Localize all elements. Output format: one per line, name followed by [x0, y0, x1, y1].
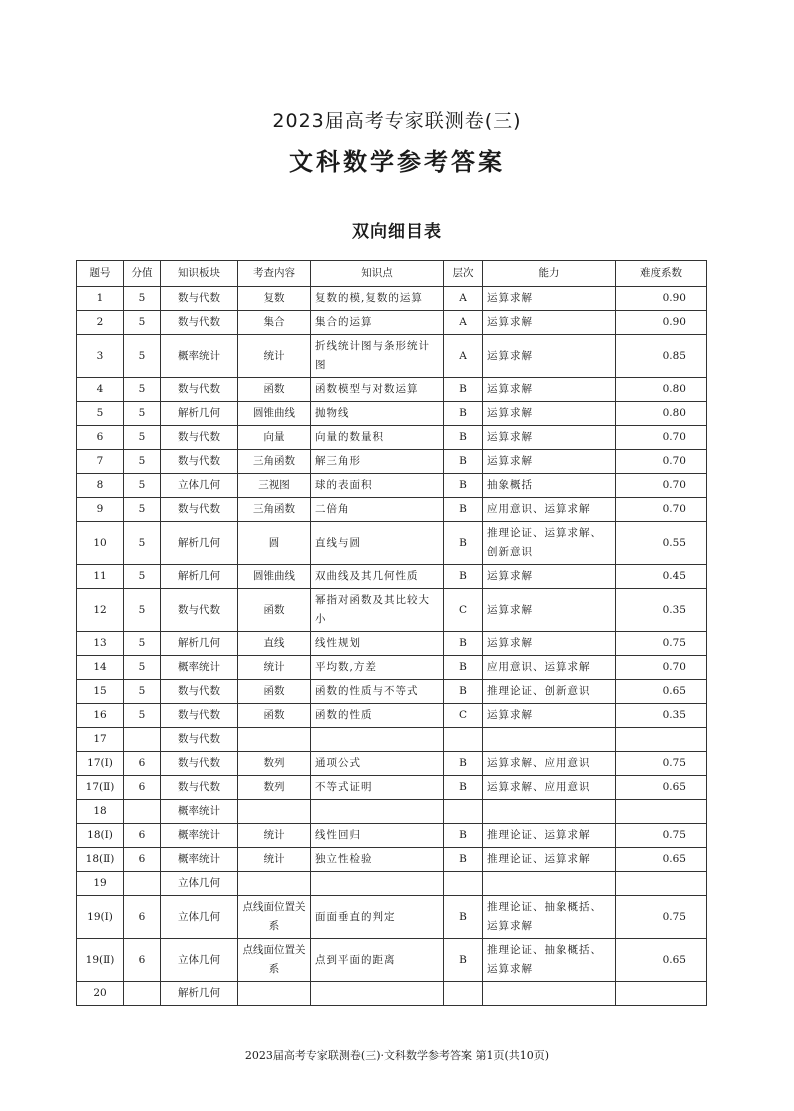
cell-difficulty: 0.80 — [616, 402, 707, 426]
cell-content: 向量 — [238, 426, 311, 450]
cell-number: 16 — [77, 704, 124, 728]
cell-level: B — [444, 402, 483, 426]
cell-ability: 运算求解 — [483, 402, 616, 426]
cell-content — [238, 982, 311, 1006]
table-row — [77, 426, 707, 450]
cell-knowledge-block: 数与代数 — [161, 287, 238, 311]
cell-knowledge-point — [311, 982, 444, 1006]
cell-level: B — [444, 474, 483, 498]
cell-difficulty: 0.75 — [616, 896, 707, 939]
cell-score: 5 — [124, 287, 161, 311]
cell-level: B — [444, 896, 483, 939]
cell-ability: 推理论证、运算求解 — [483, 848, 616, 872]
cell-knowledge-point: 函数的性质与不等式 — [311, 680, 444, 704]
cell-level — [444, 872, 483, 896]
cell-difficulty: 0.85 — [616, 335, 707, 378]
table-row — [77, 378, 707, 402]
table-row — [77, 287, 707, 311]
cell-number: 13 — [77, 632, 124, 656]
cell-difficulty: 0.35 — [616, 589, 707, 632]
cell-score: 6 — [124, 824, 161, 848]
cell-knowledge-block: 概率统计 — [161, 800, 238, 824]
cell-score: 6 — [124, 939, 161, 982]
cell-difficulty: 0.65 — [616, 680, 707, 704]
cell-score: 6 — [124, 752, 161, 776]
cell-number: 17(Ⅰ) — [77, 752, 124, 776]
cell-knowledge-block: 数与代数 — [161, 704, 238, 728]
cell-number: 14 — [77, 656, 124, 680]
table-row — [77, 680, 707, 704]
cell-number: 9 — [77, 498, 124, 522]
cell-score: 5 — [124, 378, 161, 402]
cell-knowledge-block: 解析几何 — [161, 402, 238, 426]
cell-level: A — [444, 335, 483, 378]
cell-score — [124, 728, 161, 752]
cell-score — [124, 872, 161, 896]
table-header-row — [77, 261, 707, 287]
cell-number: 7 — [77, 450, 124, 474]
cell-content — [238, 800, 311, 824]
cell-level: B — [444, 450, 483, 474]
cell-knowledge-point: 直线与圆 — [311, 522, 444, 565]
cell-knowledge-block: 概率统计 — [161, 848, 238, 872]
cell-level: B — [444, 680, 483, 704]
cell-level: C — [444, 704, 483, 728]
cell-content: 统计 — [238, 848, 311, 872]
cell-ability: 推理论证、创新意识 — [483, 680, 616, 704]
cell-ability: 运算求解 — [483, 632, 616, 656]
cell-level: B — [444, 776, 483, 800]
cell-level — [444, 982, 483, 1006]
cell-number: 5 — [77, 402, 124, 426]
cell-level: B — [444, 426, 483, 450]
cell-difficulty: 0.70 — [616, 656, 707, 680]
cell-knowledge-point: 向量的数量积 — [311, 426, 444, 450]
column-header-number: 题号 — [77, 261, 124, 287]
cell-difficulty: 0.90 — [616, 287, 707, 311]
table-row — [77, 450, 707, 474]
cell-content: 三角函数 — [238, 498, 311, 522]
cell-knowledge-point: 不等式证明 — [311, 776, 444, 800]
cell-level: B — [444, 498, 483, 522]
cell-level: A — [444, 311, 483, 335]
cell-ability: 应用意识、运算求解 — [483, 656, 616, 680]
exam-series-title: 2023届高考专家联测卷(三) — [272, 110, 522, 132]
cell-knowledge-block: 数与代数 — [161, 680, 238, 704]
cell-score: 5 — [124, 704, 161, 728]
table-row — [77, 402, 707, 426]
cell-content: 集合 — [238, 311, 311, 335]
cell-content — [238, 872, 311, 896]
cell-number: 8 — [77, 474, 124, 498]
cell-knowledge-block: 概率统计 — [161, 824, 238, 848]
cell-knowledge-point: 通项公式 — [311, 752, 444, 776]
cell-difficulty: 0.65 — [616, 848, 707, 872]
table-row — [77, 565, 707, 589]
cell-knowledge-block: 解析几何 — [161, 632, 238, 656]
column-header-difficulty: 难度系数 — [616, 261, 707, 287]
cell-knowledge-point: 抛物线 — [311, 402, 444, 426]
cell-level: B — [444, 522, 483, 565]
cell-knowledge-point — [311, 728, 444, 752]
cell-number: 2 — [77, 311, 124, 335]
cell-score: 5 — [124, 402, 161, 426]
cell-content: 点线面位置关系 — [238, 939, 311, 982]
cell-level — [444, 800, 483, 824]
cell-score — [124, 982, 161, 1006]
cell-score: 5 — [124, 311, 161, 335]
cell-score: 5 — [124, 632, 161, 656]
document-title: 文科数学参考答案 — [289, 148, 505, 176]
column-header-content: 考查内容 — [238, 261, 311, 287]
cell-content: 函数 — [238, 704, 311, 728]
cell-difficulty — [616, 872, 707, 896]
cell-level: C — [444, 589, 483, 632]
cell-content: 直线 — [238, 632, 311, 656]
cell-ability: 运算求解、应用意识 — [483, 752, 616, 776]
table-row — [77, 498, 707, 522]
cell-content: 三角函数 — [238, 450, 311, 474]
cell-difficulty: 0.80 — [616, 378, 707, 402]
cell-content: 数列 — [238, 776, 311, 800]
cell-ability: 推理论证、运算求解、创新意识 — [483, 522, 616, 565]
cell-difficulty: 0.75 — [616, 824, 707, 848]
cell-ability: 运算求解 — [483, 311, 616, 335]
cell-knowledge-point: 解三角形 — [311, 450, 444, 474]
cell-difficulty — [616, 800, 707, 824]
table-row — [77, 800, 707, 824]
table-row — [77, 656, 707, 680]
column-header-level: 层次 — [444, 261, 483, 287]
cell-difficulty: 0.75 — [616, 632, 707, 656]
table-row — [77, 474, 707, 498]
cell-number: 4 — [77, 378, 124, 402]
cell-content: 统计 — [238, 656, 311, 680]
cell-ability: 运算求解 — [483, 589, 616, 632]
cell-ability: 运算求解 — [483, 704, 616, 728]
cell-knowledge-block: 解析几何 — [161, 522, 238, 565]
cell-ability: 运算求解 — [483, 565, 616, 589]
cell-number: 19(Ⅰ) — [77, 896, 124, 939]
cell-ability — [483, 800, 616, 824]
cell-knowledge-point: 球的表面积 — [311, 474, 444, 498]
cell-knowledge-point: 幂指对函数及其比较大小 — [311, 589, 444, 632]
cell-knowledge-block: 数与代数 — [161, 752, 238, 776]
table-row — [77, 776, 707, 800]
cell-score: 5 — [124, 498, 161, 522]
cell-knowledge-block: 解析几何 — [161, 982, 238, 1006]
cell-knowledge-point: 集合的运算 — [311, 311, 444, 335]
cell-score: 5 — [124, 522, 161, 565]
cell-knowledge-block: 立体几何 — [161, 474, 238, 498]
cell-knowledge-block: 数与代数 — [161, 776, 238, 800]
cell-knowledge-block: 数与代数 — [161, 498, 238, 522]
cell-knowledge-point: 面面垂直的判定 — [311, 896, 444, 939]
column-header-knowledge-point: 知识点 — [311, 261, 444, 287]
cell-ability — [483, 982, 616, 1006]
table-row — [77, 752, 707, 776]
cell-content: 函数 — [238, 589, 311, 632]
cell-number: 20 — [77, 982, 124, 1006]
cell-number: 18 — [77, 800, 124, 824]
cell-score: 5 — [124, 474, 161, 498]
cell-number: 15 — [77, 680, 124, 704]
cell-level: B — [444, 565, 483, 589]
cell-content — [238, 728, 311, 752]
cell-difficulty: 0.45 — [616, 565, 707, 589]
cell-knowledge-block: 数与代数 — [161, 311, 238, 335]
column-header-score: 分值 — [124, 261, 161, 287]
cell-content: 复数 — [238, 287, 311, 311]
cell-level: B — [444, 824, 483, 848]
cell-knowledge-point: 双曲线及其几何性质 — [311, 565, 444, 589]
cell-knowledge-point: 线性回归 — [311, 824, 444, 848]
table-row — [77, 704, 707, 728]
column-header-ability: 能力 — [483, 261, 616, 287]
cell-number: 19 — [77, 872, 124, 896]
cell-difficulty: 0.70 — [616, 474, 707, 498]
cell-ability: 推理论证、抽象概括、运算求解 — [483, 939, 616, 982]
cell-knowledge-point — [311, 800, 444, 824]
table-row — [77, 939, 707, 982]
cell-knowledge-point: 二倍角 — [311, 498, 444, 522]
cell-difficulty: 0.90 — [616, 311, 707, 335]
cell-ability — [483, 872, 616, 896]
cell-knowledge-point: 独立性检验 — [311, 848, 444, 872]
cell-level: B — [444, 939, 483, 982]
cell-knowledge-block: 立体几何 — [161, 872, 238, 896]
cell-number: 17(Ⅱ) — [77, 776, 124, 800]
cell-content: 统计 — [238, 824, 311, 848]
cell-ability: 运算求解 — [483, 287, 616, 311]
cell-score: 6 — [124, 776, 161, 800]
cell-score: 5 — [124, 565, 161, 589]
table-row — [77, 872, 707, 896]
cell-ability: 运算求解 — [483, 378, 616, 402]
cell-difficulty — [616, 982, 707, 1006]
cell-ability — [483, 728, 616, 752]
cell-knowledge-block: 概率统计 — [161, 335, 238, 378]
cell-score: 5 — [124, 335, 161, 378]
table-row — [77, 824, 707, 848]
cell-ability: 抽象概括 — [483, 474, 616, 498]
table-row — [77, 728, 707, 752]
table-row — [77, 589, 707, 632]
cell-number: 10 — [77, 522, 124, 565]
cell-ability: 运算求解、应用意识 — [483, 776, 616, 800]
table-row — [77, 335, 707, 378]
cell-number: 6 — [77, 426, 124, 450]
cell-knowledge-point: 点到平面的距离 — [311, 939, 444, 982]
cell-number: 11 — [77, 565, 124, 589]
cell-ability: 推理论证、运算求解 — [483, 824, 616, 848]
cell-score — [124, 800, 161, 824]
cell-difficulty: 0.35 — [616, 704, 707, 728]
cell-knowledge-block: 数与代数 — [161, 450, 238, 474]
cell-ability: 运算求解 — [483, 450, 616, 474]
cell-level: B — [444, 656, 483, 680]
cell-knowledge-point: 函数的性质 — [311, 704, 444, 728]
cell-difficulty: 0.70 — [616, 498, 707, 522]
cell-difficulty: 0.65 — [616, 939, 707, 982]
cell-score: 5 — [124, 450, 161, 474]
page-footer: 2023届高考专家联测卷(三)·文科数学参考答案 第1页(共10页) — [244, 1049, 550, 1062]
cell-knowledge-point: 线性规划 — [311, 632, 444, 656]
cell-knowledge-point — [311, 872, 444, 896]
cell-ability: 运算求解 — [483, 426, 616, 450]
cell-content: 点线面位置关系 — [238, 896, 311, 939]
cell-level — [444, 728, 483, 752]
table-row — [77, 632, 707, 656]
cell-level: A — [444, 287, 483, 311]
table-row — [77, 848, 707, 872]
cell-content: 圆锥曲线 — [238, 402, 311, 426]
cell-content: 圆 — [238, 522, 311, 565]
cell-content: 数列 — [238, 752, 311, 776]
cell-knowledge-block: 解析几何 — [161, 565, 238, 589]
cell-number: 17 — [77, 728, 124, 752]
cell-score: 5 — [124, 656, 161, 680]
table-row — [77, 896, 707, 939]
cell-difficulty: 0.75 — [616, 752, 707, 776]
cell-number: 1 — [77, 287, 124, 311]
cell-level: B — [444, 378, 483, 402]
cell-knowledge-block: 数与代数 — [161, 589, 238, 632]
cell-difficulty: 0.70 — [616, 450, 707, 474]
cell-content: 统计 — [238, 335, 311, 378]
cell-knowledge-point: 平均数,方差 — [311, 656, 444, 680]
cell-number: 18(Ⅰ) — [77, 824, 124, 848]
cell-score: 5 — [124, 680, 161, 704]
cell-difficulty: 0.70 — [616, 426, 707, 450]
cell-score: 5 — [124, 426, 161, 450]
cell-number: 3 — [77, 335, 124, 378]
cell-level: B — [444, 848, 483, 872]
cell-score: 6 — [124, 848, 161, 872]
cell-difficulty — [616, 728, 707, 752]
cell-content: 圆锥曲线 — [238, 565, 311, 589]
table-row — [77, 982, 707, 1006]
cell-difficulty: 0.65 — [616, 776, 707, 800]
cell-content: 函数 — [238, 378, 311, 402]
cell-knowledge-block: 数与代数 — [161, 426, 238, 450]
cell-number: 18(Ⅱ) — [77, 848, 124, 872]
cell-ability: 应用意识、运算求解 — [483, 498, 616, 522]
cell-level: B — [444, 632, 483, 656]
cell-knowledge-point: 复数的模,复数的运算 — [311, 287, 444, 311]
cell-difficulty: 0.55 — [616, 522, 707, 565]
specification-table — [76, 260, 707, 1006]
cell-knowledge-block: 立体几何 — [161, 939, 238, 982]
cell-content: 三视图 — [238, 474, 311, 498]
cell-knowledge-block: 立体几何 — [161, 896, 238, 939]
cell-number: 12 — [77, 589, 124, 632]
cell-content: 函数 — [238, 680, 311, 704]
cell-ability: 运算求解 — [483, 335, 616, 378]
cell-ability: 推理论证、抽象概括、运算求解 — [483, 896, 616, 939]
cell-knowledge-block: 概率统计 — [161, 656, 238, 680]
table-row — [77, 311, 707, 335]
cell-knowledge-block: 数与代数 — [161, 378, 238, 402]
cell-knowledge-point: 折线统计图与条形统计图 — [311, 335, 444, 378]
table-row — [77, 522, 707, 565]
table-title: 双向细目表 — [352, 222, 442, 242]
column-header-knowledge-block: 知识板块 — [161, 261, 238, 287]
cell-level: B — [444, 752, 483, 776]
cell-knowledge-point: 函数模型与对数运算 — [311, 378, 444, 402]
cell-score: 6 — [124, 896, 161, 939]
cell-number: 19(Ⅱ) — [77, 939, 124, 982]
cell-score: 5 — [124, 589, 161, 632]
cell-knowledge-block: 数与代数 — [161, 728, 238, 752]
